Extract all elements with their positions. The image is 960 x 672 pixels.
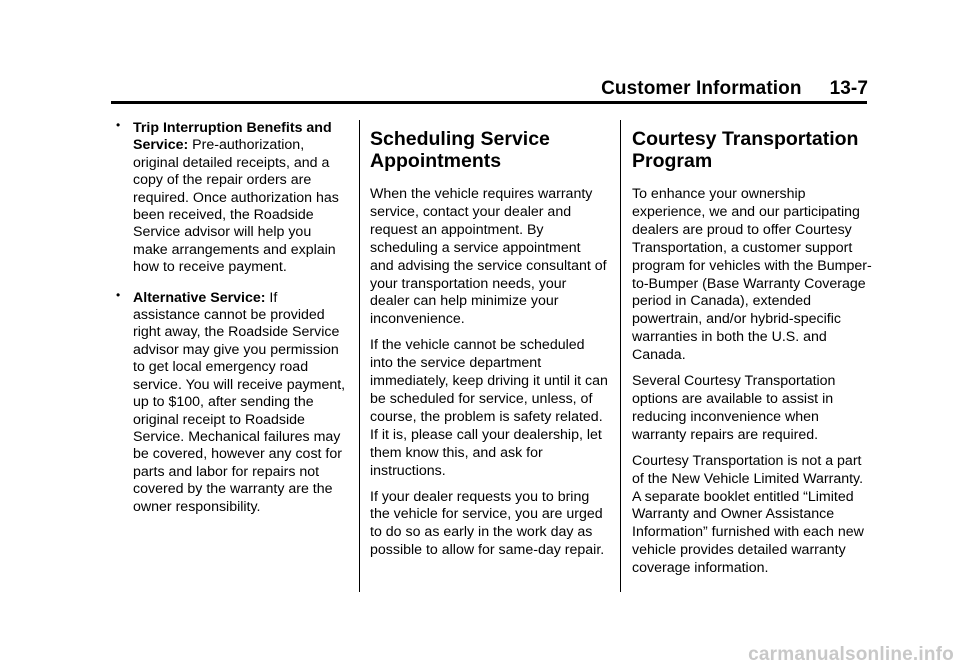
bullet-item-text: Pre-authorization, original detailed receipts, and a copy of the repair orders are required. Once authorization has been received, the Roadside Service advisor will help you make arrangements and explain how to receive payment. bbox=[133, 137, 339, 276]
bullet-item-text: If assistance cannot be provided right away, the Roadside Service advisor may give you permission to get local emergency road service. You will receive payment, up to $100, after sending the original receipt to Roadside Service. Mechanical failures may be covered, however any cost for parts and labor for repairs not covered by the warranty are the owner responsibility. bbox=[133, 289, 346, 515]
bullet-item-heading: Alternative Service: bbox=[133, 289, 266, 306]
page-number: 13-7 bbox=[829, 78, 868, 99]
paragraph: To enhance your ownership experience, we and our participating dealers are proud to offer Courtesy Transportation, a customer support program for vehicles with the Bumper-to-Bumper (Base Warranty Coverage period in Canada), extended powertrain, and/or hybrid-specific warranties in both the U.S. and Canada. bbox=[632, 186, 872, 364]
bullet-icon: • bbox=[116, 118, 121, 132]
bullet-item-alternative-service bbox=[116, 287, 348, 516]
column-1 bbox=[116, 120, 348, 529]
paragraph: Courtesy Transportation is not a part of the New Vehicle Limited Warranty. A separate booklet entitled “Limited Warranty and Owner Assistance Information” furnished with each new vehicle provides detailed warranty coverage information. bbox=[632, 452, 864, 577]
bullet-icon: • bbox=[116, 287, 121, 302]
column-divider bbox=[359, 120, 360, 592]
section-title: Customer Information bbox=[601, 78, 802, 99]
bullet-list bbox=[116, 120, 348, 516]
section-heading-courtesy: Courtesy Transportation Program bbox=[632, 128, 859, 172]
bullet-item-trip-interruption bbox=[116, 120, 348, 277]
column-3 bbox=[632, 120, 872, 586]
paragraph: If your dealer requests you to bring the vehicle for service, you are urged to do so as early in the work day as possible to allow for same-day repair. bbox=[370, 488, 605, 559]
column-2 bbox=[370, 120, 608, 568]
paragraph: If the vehicle cannot be scheduled into the service department immediately, keep driving it until it can be scheduled for service, unless, of course, the problem is safety related. If it is, please call your dealership, let them know this, and ask for instructions. bbox=[370, 337, 608, 479]
bullet-item-heading: Trip Interruption Benefits and Service: bbox=[133, 120, 332, 154]
paragraph: When the vehicle requires warranty service, contact your dealer and request an appointment. By scheduling a service appointment and advising the service consultant of your transportation needs, your dealer can help minimize your inconvenience. bbox=[370, 186, 607, 328]
section-heading-scheduling: Scheduling Service Appointments bbox=[370, 128, 550, 172]
page-header bbox=[0, 78, 868, 100]
watermark: carmanualsonline.info bbox=[748, 644, 954, 665]
paragraph: Several Courtesy Transportation options are available to assist in reducing inconvenience when warranty repairs are required. bbox=[632, 373, 836, 443]
header-rule bbox=[111, 101, 867, 104]
column-divider bbox=[620, 120, 621, 592]
